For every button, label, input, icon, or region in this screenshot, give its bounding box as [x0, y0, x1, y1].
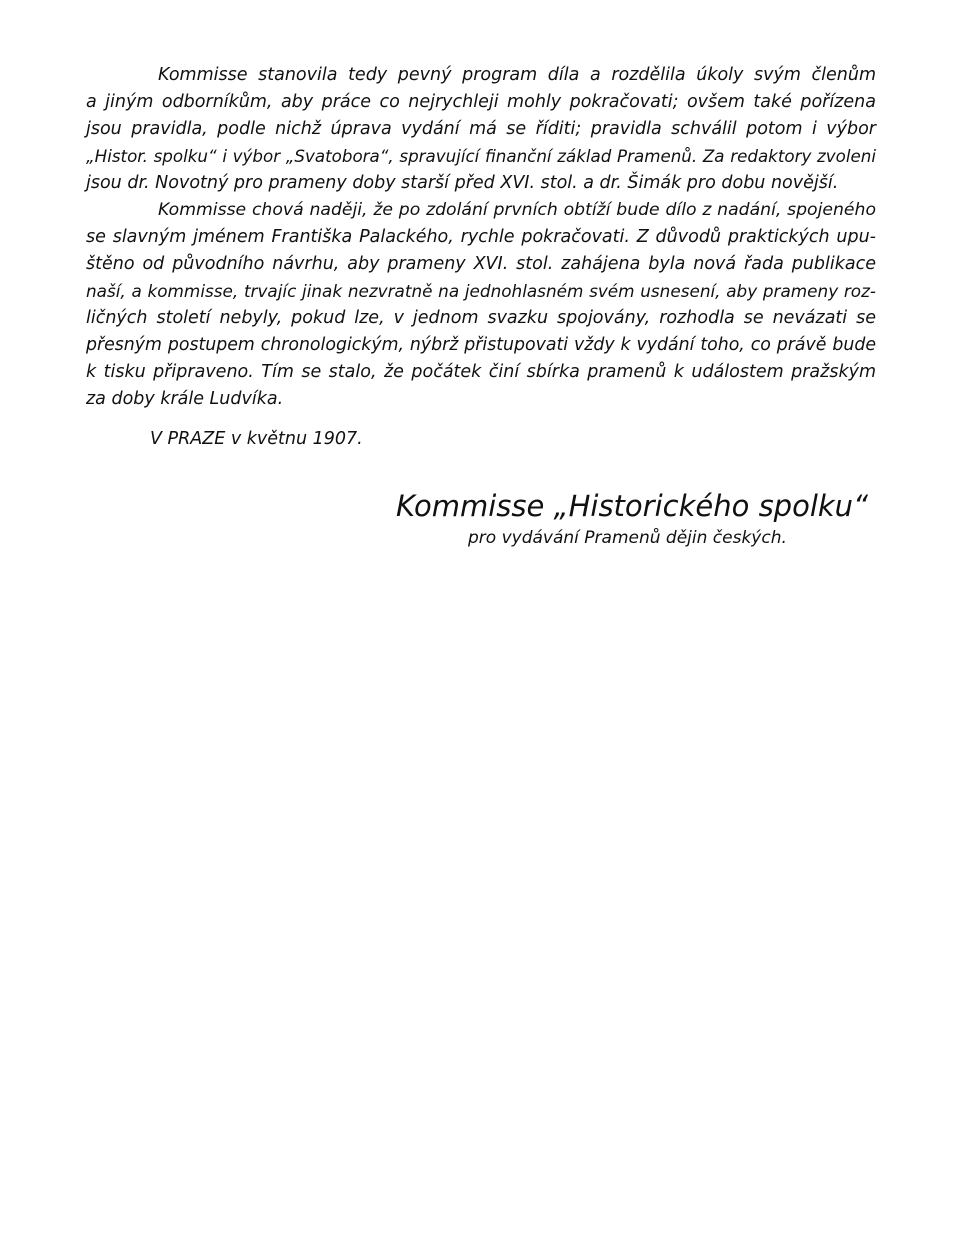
text-line: se slavným jménem Františka Palackého, rychle pokračovati. Z důvodů praktických upu-	[86, 227, 876, 247]
text-line: přesným postupem chronologickým, nýbrž přistupovati vždy k vydání toho, co právě bude	[86, 335, 876, 355]
text-line: jsou pravidla, podle nichž úprava vydání má se říditi; pravidla schválil potom i výbor	[86, 119, 876, 139]
signature-block	[380, 486, 910, 550]
text-line: „Histor. spolku“ i výbor „Svatobora“, spravující finanční základ Pramenů. Za redaktory zvoleni	[86, 147, 876, 166]
paragraph-program	[86, 62, 876, 197]
text-line: a jiným odborníkům, aby práce co nejrychleji mohly pokračovati; ovšem také pořízena	[86, 92, 876, 112]
text-line: Kommisse stanovila tedy pevný program díla a rozdělila úkoly svým členům	[158, 65, 876, 85]
place-and-date: V PRAZE v květnu 1907.	[150, 429, 363, 449]
signature-subtitle: pro vydávání Pramenů dějin českých.	[468, 528, 787, 548]
signature-title: Kommisse „Historického spolku“	[396, 489, 869, 523]
text-line: štěno od původního návrhu, aby prameny XVI. stol. zahájena byla nová řada publikace	[86, 254, 876, 274]
text-line: naší, a kommisse, trvajíc jinak nezvratně na jednohlasném svém usnesení, aby prameny roz-	[86, 281, 876, 301]
text-line: ličných století nebyly, pokud lze, v jednom svazku spojovány, rozhodla se nevázati se	[86, 308, 876, 328]
text-line: k tisku připraveno. Tím se stalo, že počátek činí sbírka pramenů k událostem pražským	[86, 362, 876, 382]
text-line: za doby krále Ludvíka.	[86, 389, 284, 409]
text-line: jsou dr. Novotný pro prameny doby starší před XVI. stol. a dr. Šimák pro dobu novější.	[86, 173, 839, 193]
text-line: Kommisse chová naději, že po zdolání prvních obtíží bude dílo z nadání, spojeného	[158, 200, 876, 220]
paragraph-hope	[86, 197, 876, 413]
